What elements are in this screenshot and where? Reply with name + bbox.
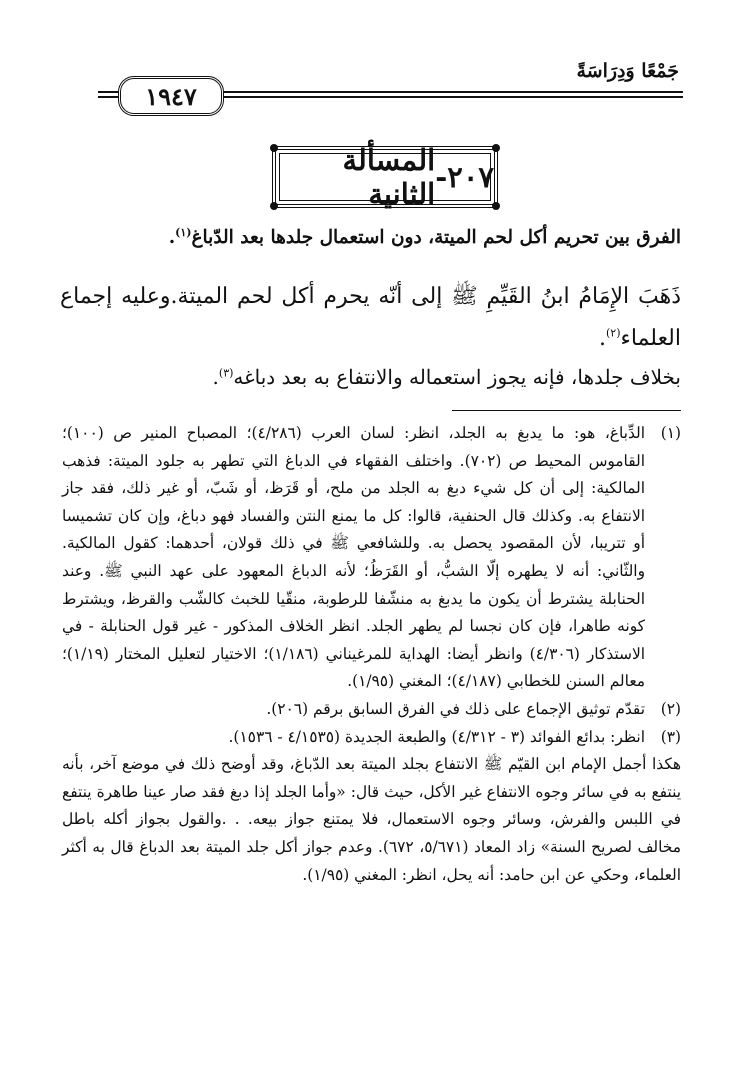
footnote-1 — [62, 420, 681, 696]
ornament-corner — [270, 144, 278, 152]
footnote-text: تقدّم توثيق الإجماع على ذلك في الفرق السابق برقم (٢٠٦). — [266, 699, 645, 718]
footnote-text: انظر: بدائع الفوائد (٣ - ٤/٣١٢) والطبعة الجديدة (٤/١٥٣٥ - ١٥٣٦). — [228, 727, 645, 746]
footnote-number: (١) — [660, 424, 681, 442]
running-header-title: جَمْعًا وَدِرَاسَةً — [576, 60, 679, 82]
lead-text: ذَهَبَ الإِمَامُ ابنُ القَيِّمِ ﷺ إلى أنّه يحرم أكل لحم الميتة.وعليه إجماع العلماء — [60, 284, 681, 351]
footnote-3 — [62, 724, 681, 752]
ornament-corner — [492, 144, 500, 152]
lead-paragraph — [60, 276, 681, 360]
footnote-number: (٢) — [660, 699, 681, 718]
ornament-corner — [270, 202, 278, 210]
footnote-ref: (٣) — [218, 366, 234, 380]
second-end: . — [212, 365, 219, 389]
page-number — [118, 76, 224, 116]
section-title: المسألة الثانية — [342, 143, 436, 211]
footnote-text: الدِّباغ، هو: ما يدبغ به الجلد، انظر: لسان العرب (٤/٢٨٦)؛ المصباح المنير ص (١٠٠)؛ القاموس المحيط ص (٧٠٢). واختلف الفقهاء في الدباغ التي تطهر به جلود الميتة: فذهب المالكية: إلى أن كل شيء دبغ به الجلد من ملح، أو قَرَظ، أو شَبّ، أو غير ذلك، فقد جاز الانتفاع به. وكذلك قال الحنفية، قالوا: كل ما يمنع النتن والفساد فهو دباغ، وإن كان تشميسا أو تتريبا، لأن المقصود يحصل به. وللشافعي ﷺ في ذلك قولان، أحدهما: كقول المالكية. والثّاني: أنه لا يطهره إلّا الشبُّ، أو القَرَظُ؛ لأنه الدباغ المعهود على عهد النبي ﷺ. وعند الحنابلة يشترط أن يكون ما يدبغ به منشّفا للرطوبة، منقّيا للخبث كالشّب والقرظ، ويشترط كونه طاهرا، فإن كان نجسا لم يطهر الجلد. انظر الخلاف المذكور - غير قول الحنابلة - في الاستذكار (٤/٣٠٦) وانظر أيضا: الهداية للمرغيناني (١/١٨٦)؛ الاختيار لتعليل المختار (١/١٩)؛ معالم السنن للخطابي (٤/١٨٧)؛ المغني (١/٩٥). — [62, 424, 645, 691]
second-text: بخلاف جلدها، فإنه يجوز استعماله والانتفاع به بعد دباغه — [233, 365, 681, 389]
subtitle-text: الفرق بين تحريم أكل لحم الميتة، دون استعمال جلدها بعد الدّباغ — [191, 227, 681, 248]
section-number: ٢٠٧- — [435, 160, 494, 194]
footnote-ref: (٢) — [606, 326, 621, 340]
footnote-number: (٣) — [660, 727, 681, 746]
footnote-3-continuation: هكذا أجمل الإمام ابن القيّم ﷺ الانتفاع بجلد الميتة بعد الدّباغ، وقد أوضح ذلك في موضع آخر، بأنه ينتفع به في سائر وجوه الانتفاع غير الأكل، حيث قال: «وأما الجلد إذا دبغ فقد صار عينا طاهرة ينتفع في اللبس والفرش، وسائر وجوه الاستعمال، فلا يمتنع جواز بيعه. . .والقول بجواز أكله باطل مخالف لصريح السنة» زاد المعاد (٥/٦٧١، ٦٧٢). وعدم جواز أكل جلد الميتة بعد الدباغ قال به أكثر العلماء، وحكي عن ابن حامد: أنه يحل، انظر: المغني (١/٩٥). — [62, 755, 681, 884]
section-title-box — [272, 143, 498, 211]
footnote-separator — [452, 410, 681, 411]
ornament-corner — [492, 202, 500, 210]
footnote-ref: (١) — [175, 225, 192, 239]
footnotes — [62, 420, 681, 889]
subtitle: الفرق بين تحريم أكل لحم الميتة، دون استعمال جلدها بعد الدّباغ$^{(١)}$. — [168, 225, 681, 248]
footnote-2 — [62, 696, 681, 724]
lead-end: . — [599, 326, 606, 351]
page-number-text: ١٩٤٧ — [145, 81, 197, 111]
second-paragraph — [60, 360, 681, 394]
